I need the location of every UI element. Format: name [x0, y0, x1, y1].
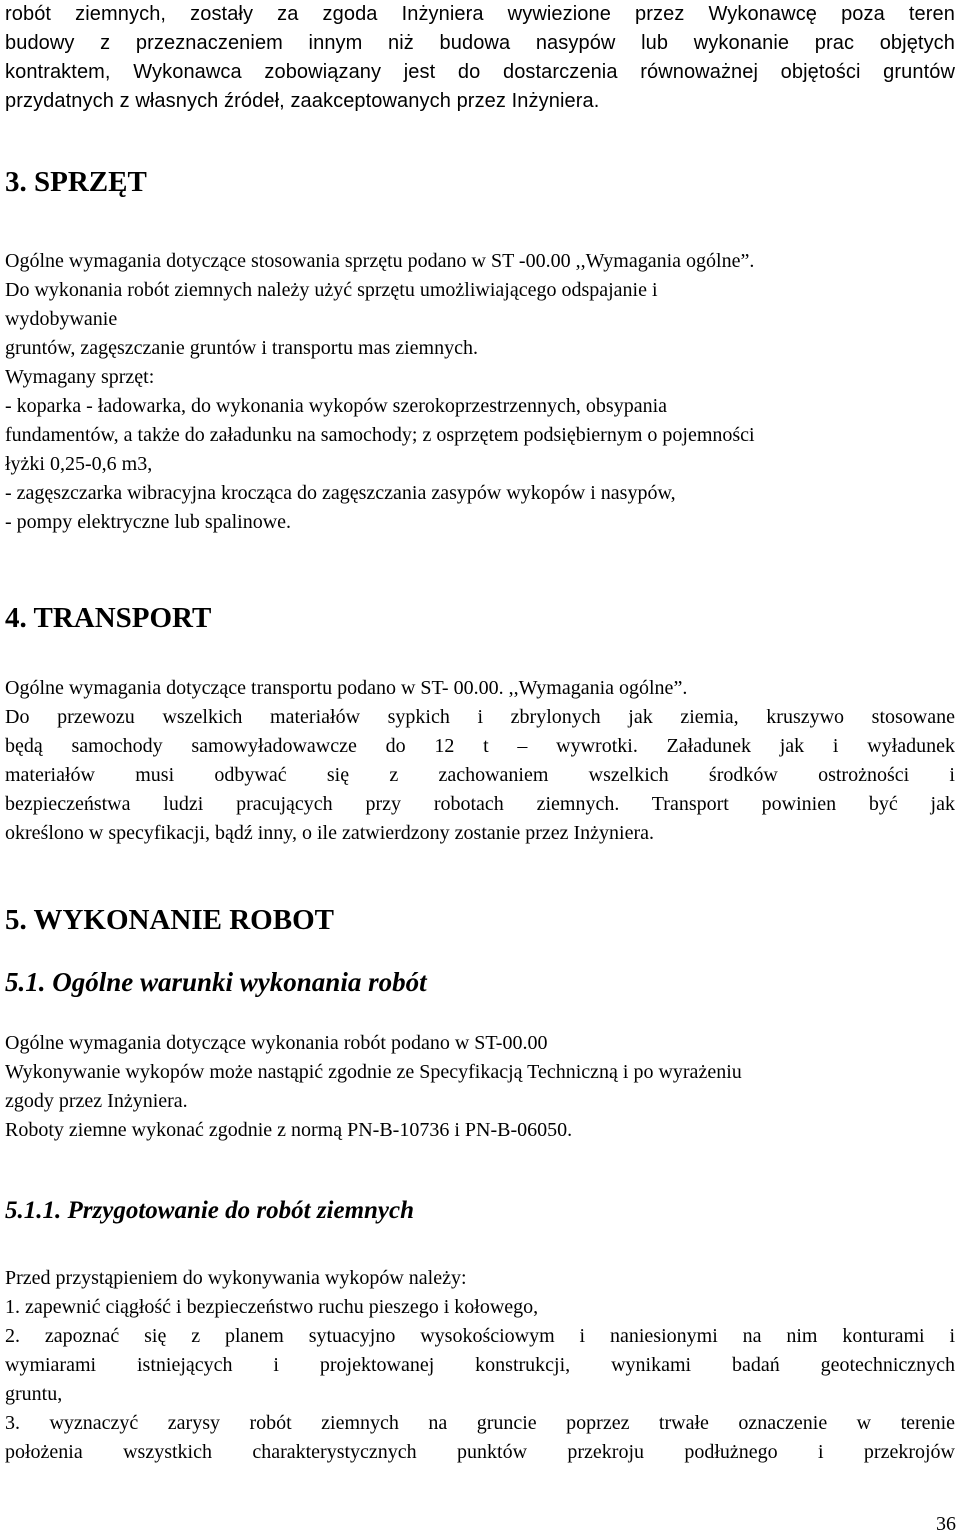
s3-line-2: Do wykonania robót ziemnych należy użyć sprzętu umożliwiającego odspajanie i	[5, 279, 658, 301]
section-3-heading: 3. SPRZĘT	[5, 166, 147, 198]
s4-line-4: materiałów musi odbywać się z zachowaniem wszelkich środków ostrożności i	[5, 764, 955, 786]
intro-line-1: robót ziemnych, zostały za zgoda Inżyniera wywiezione przez Wykonawcę poza teren	[5, 3, 955, 25]
s4-line-3: będą samochody samowyładowawcze do 12 t – wywrotki. Załadunek jak i wyładunek	[5, 735, 955, 757]
s3-line-7: fundamentów, a także do załadunku na samochody; z osprzętem podsiębiernym o pojemności	[5, 424, 755, 446]
s511-line-2: 1. zapewnić ciągłość i bezpieczeństwo ruchu pieszego i kołowego,	[5, 1296, 539, 1318]
s3-line-5: Wymagany sprzęt:	[5, 366, 155, 388]
s51-line-1: Ogólne wymagania dotyczące wykonania robót podano w ST-00.00	[5, 1032, 548, 1054]
section-5-1-heading: 5.1. Ogólne warunki wykonania robót	[5, 967, 427, 997]
s3-line-10: - pompy elektryczne lub spalinowe.	[5, 511, 292, 533]
intro-line-2: budowy z przeznaczeniem innym niż budowa nasypów lub wykonanie prac objętych	[5, 32, 955, 54]
s3-line-9: - zagęszczarka wibracyjna krocząca do zagęszczania zasypów wykopów i nasypów,	[5, 482, 676, 504]
s3-line-3: wydobywanie	[5, 308, 118, 330]
s3-line-8: łyżki 0,25-0,6 m3,	[5, 453, 153, 475]
s511-line-6: 3. wyznaczyć zarysy robót ziemnych na gruncie poprzez trwałe oznaczenie w terenie	[5, 1412, 955, 1434]
s511-line-4: wymiarami istniejących i projektowanej konstrukcji, wynikami badań geotechnicznych	[5, 1354, 955, 1376]
section-5-1-1-heading: 5.1.1. Przygotowanie do robót ziemnych	[5, 1197, 415, 1224]
s3-line-1: Ogólne wymagania dotyczące stosowania sprzętu podano w ST -00.00 ,,Wymagania ogólne”.	[5, 250, 755, 272]
s51-line-3: zgody przez Inżyniera.	[5, 1090, 188, 1112]
s51-line-2: Wykonywanie wykopów może nastąpić zgodnie ze Specyfikacją Techniczną i po wyrażeniu	[5, 1061, 742, 1083]
s511-line-1: Przed przystąpieniem do wykonywania wykopów należy:	[5, 1267, 467, 1289]
s511-line-7: położenia wszystkich charakterystycznych punktów przekroju podłużnego i przekrojów	[5, 1441, 955, 1463]
s4-line-2: Do przewozu wszelkich materiałów sypkich i zbrylonych jak ziemia, kruszywo stosowane	[5, 706, 955, 728]
s511-line-5: gruntu,	[5, 1383, 63, 1405]
page-number: 36	[936, 1513, 956, 1535]
intro-line-3: kontraktem, Wykonawca zobowiązany jest do dostarczenia równoważnej objętości gruntów	[5, 61, 955, 83]
s4-line-6: określono w specyfikacji, bądź inny, o ile zatwierdzony zostanie przez Inżyniera.	[5, 822, 654, 844]
s3-line-6: - koparka - ładowarka, do wykonania wykopów szerokoprzestrzennych, obsypania	[5, 395, 668, 417]
s511-line-3: 2. zapoznać się z planem sytuacyjno wysokościowym i naniesionymi na nim konturami i	[5, 1325, 955, 1347]
s3-line-4: gruntów, zagęszczanie gruntów i transportu mas ziemnych.	[5, 337, 478, 359]
intro-line-4: przydatnych z własnych źródeł, zaakceptowanych przez Inżyniera.	[5, 90, 600, 112]
section-4-heading: 4. TRANSPORT	[5, 602, 212, 634]
s4-line-5: bezpieczeństwa ludzi pracujących przy robotach ziemnych. Transport powinien być jak	[5, 793, 955, 815]
s4-line-1: Ogólne wymagania dotyczące transportu podano w ST- 00.00. ,,Wymagania ogólne”.	[5, 677, 688, 699]
s51-line-4: Roboty ziemne wykonać zgodnie z normą PN-B-10736 i PN-B-06050.	[5, 1119, 573, 1141]
section-5-heading: 5. WYKONANIE ROBOT	[5, 904, 334, 936]
